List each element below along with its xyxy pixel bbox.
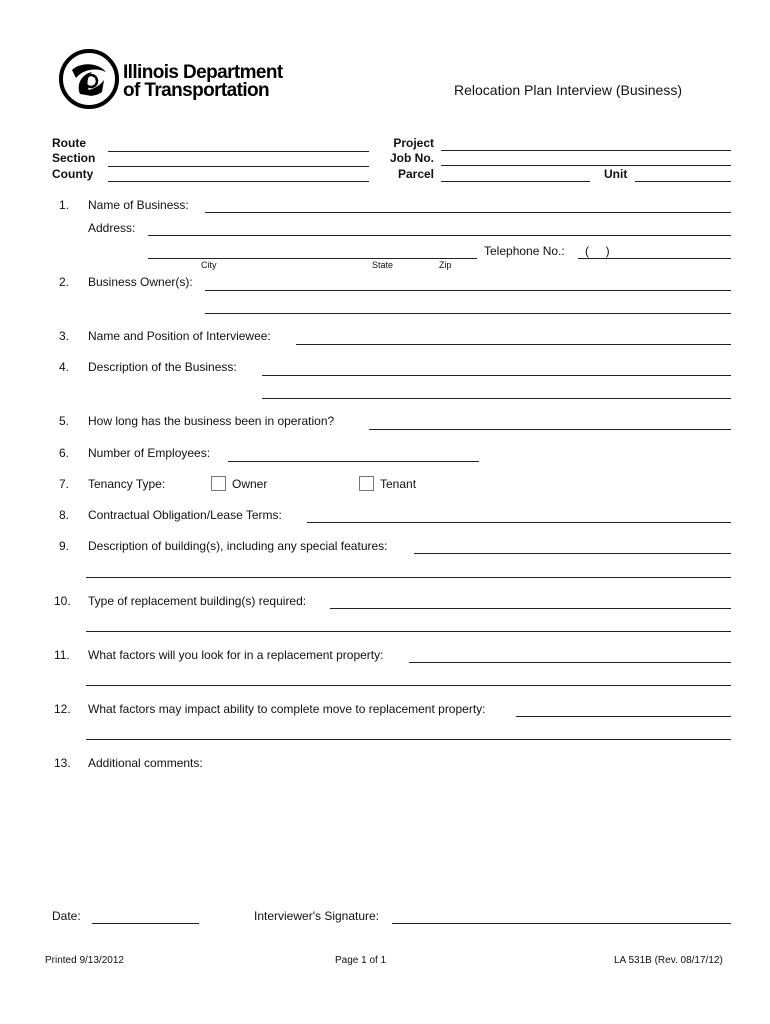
business-description-field-2[interactable] [262,398,731,399]
section-label: Section [52,151,96,165]
q7-label: Tenancy Type: [88,477,166,491]
city-state-zip-field[interactable] [148,258,477,259]
replacement-factors-field-2[interactable] [86,685,731,686]
business-owner-field-2[interactable] [205,313,731,314]
q3-label: Name and Position of Interviewee: [88,329,271,343]
county-label: County [52,167,94,181]
owner-option-label: Owner [232,477,268,491]
city-caption: City [201,260,217,270]
address-label: Address: [88,221,136,235]
date-field[interactable] [92,923,199,924]
q6-number: 6. [59,446,70,460]
q12-label: What factors may impact ability to complete move to replacement property: [88,702,486,716]
q1-number: 1. [59,198,70,212]
move-impact-field-1[interactable] [516,716,731,717]
operation-duration-field[interactable] [369,429,731,430]
section-field[interactable] [108,166,369,167]
printed-date: Printed 9/13/2012 [45,955,124,966]
move-impact-field-2[interactable] [86,739,731,740]
address-field[interactable] [148,235,731,236]
q6-label: Number of Employees: [88,446,211,460]
replacement-factors-field-1[interactable] [409,662,731,663]
replacement-building-field-1[interactable] [330,608,731,609]
route-field[interactable] [108,151,369,152]
project-field[interactable] [441,150,731,151]
q10-number: 10. [54,594,71,608]
replacement-building-field-2[interactable] [86,631,731,632]
q4-label: Description of the Business: [88,360,237,374]
business-name-field[interactable] [205,212,731,213]
agency-name-line2: of Transportation [123,80,270,101]
form-number: LA 531B (Rev. 08/17/12) [614,955,723,966]
q11-number: 11. [54,648,70,662]
idot-logo-icon [58,48,120,110]
business-owner-field-1[interactable] [205,290,731,291]
employees-field[interactable] [228,461,479,462]
signature-field[interactable] [392,923,731,924]
parcel-label: Parcel [397,167,434,181]
date-label: Date: [52,909,81,923]
q9-label: Description of building(s), including any special features: [88,539,388,553]
lease-terms-field[interactable] [307,522,731,523]
q10-label: Type of replacement building(s) required: [88,594,307,608]
building-description-field-1[interactable] [414,553,731,554]
route-label: Route [52,136,86,150]
q1-label: Name of Business: [88,198,189,212]
job-no-label: Job No. [390,151,434,165]
parcel-field[interactable] [441,181,590,182]
business-description-field-1[interactable] [262,375,731,376]
q13-label: Additional comments: [88,756,203,770]
q5-label: How long has the business been in operation? [88,414,335,428]
interviewee-field[interactable] [296,344,731,345]
project-label: Project [393,136,434,150]
additional-comments-area[interactable] [86,772,731,892]
q2-number: 2. [59,275,70,289]
q13-number: 13. [54,756,71,770]
agency-name-line1: Illinois Department [123,62,283,83]
q9-number: 9. [59,539,70,553]
q5-number: 5. [59,414,70,428]
q2-label: Business Owner(s): [88,275,193,289]
q7-number: 7. [59,477,70,491]
state-caption: State [372,260,394,270]
unit-field[interactable] [635,181,731,182]
q8-number: 8. [59,508,70,522]
page-number: Page 1 of 1 [335,955,387,966]
telephone-label: Telephone No.: [484,244,565,258]
building-description-field-2[interactable] [86,577,731,578]
signature-label: Interviewer's Signature: [254,909,380,923]
zip-caption: Zip [439,260,452,270]
q8-label: Contractual Obligation/Lease Terms: [88,508,282,522]
tenant-checkbox[interactable] [359,476,374,491]
q12-number: 12. [54,702,71,716]
q4-number: 4. [59,360,70,374]
county-field[interactable] [108,181,369,182]
tenant-option-label: Tenant [380,477,417,491]
telephone-field[interactable] [578,258,731,259]
q3-number: 3. [59,329,70,343]
job-no-field[interactable] [441,165,731,166]
unit-label: Unit [604,167,628,181]
form-title: Relocation Plan Interview (Business) [454,82,682,98]
q11-label: What factors will you look for in a replacement property: [88,648,384,662]
owner-checkbox[interactable] [211,476,226,491]
telephone-area-code: ( ) [585,244,610,258]
